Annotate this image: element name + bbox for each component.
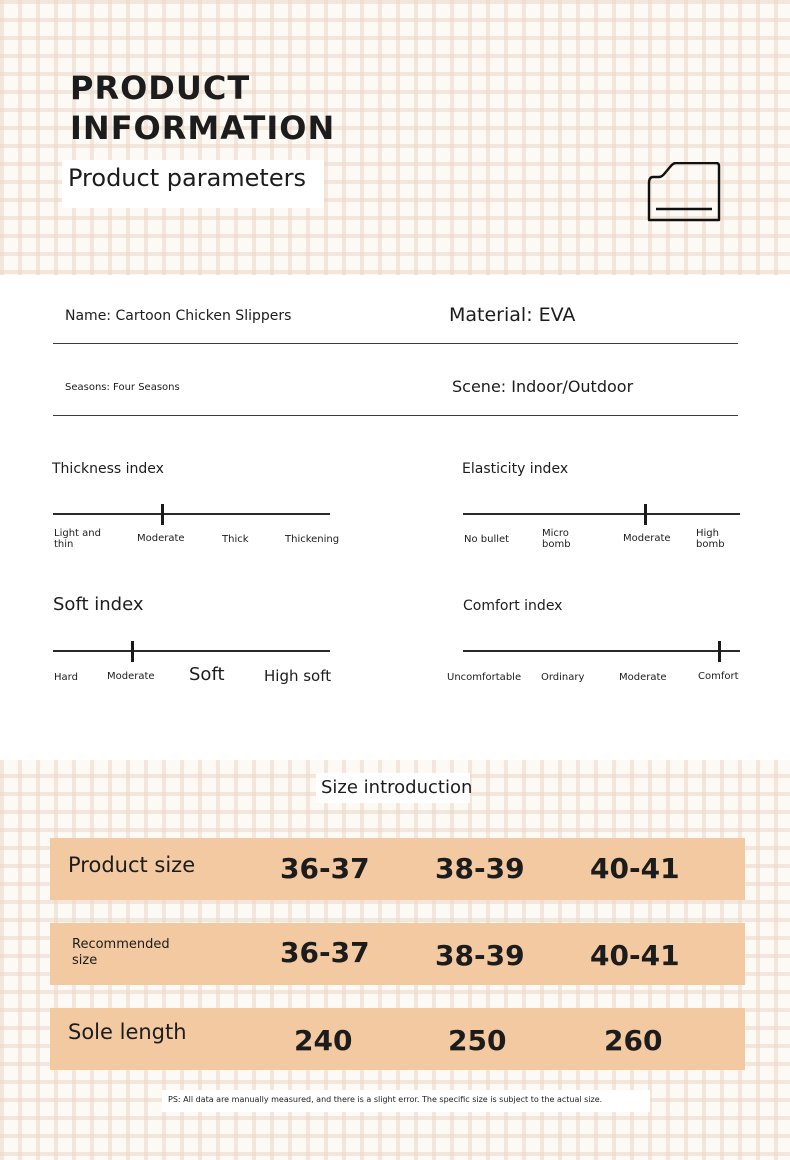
elasticity-tick: Moderate	[623, 533, 671, 544]
product-scene: Scene: Indoor/Outdoor	[452, 377, 634, 396]
size-heading: Size introduction	[321, 777, 473, 798]
size-value: 36-37	[280, 852, 370, 885]
table-row	[50, 923, 745, 985]
row-label: Product size	[68, 853, 196, 877]
elasticity-tick: Micro bomb	[542, 528, 571, 550]
size-value: 38-39	[435, 939, 525, 972]
footnote: PS: All data are manually measured, and there is a slight error. The specific size is subject to the actual size.	[168, 1095, 603, 1104]
comfort-tick: Ordinary	[541, 672, 585, 683]
soft-index-title: Soft index	[53, 594, 144, 615]
soft-tick: High soft	[264, 667, 332, 685]
size-value: 40-41	[590, 939, 680, 972]
elasticity-index-title: Elasticity index	[462, 461, 569, 477]
thickness-tick: Moderate	[137, 533, 185, 544]
row-label: Sole length	[68, 1020, 187, 1044]
thickness-tick: Light and thin	[54, 528, 101, 550]
thickness-scale	[53, 513, 330, 515]
comfort-marker	[718, 641, 721, 662]
product-seasons: Seasons: Four Seasons	[65, 382, 180, 393]
elasticity-tick: No bullet	[464, 534, 510, 545]
soft-marker	[131, 641, 134, 662]
product-material: Material: EVA	[449, 304, 576, 326]
size-value: 38-39	[435, 852, 525, 885]
thickness-tick: Thick	[222, 534, 249, 545]
comfort-scale	[463, 650, 740, 652]
soft-tick: Hard	[54, 672, 78, 683]
divider-1	[53, 343, 738, 344]
comfort-tick: Uncomfortable	[447, 672, 522, 683]
elasticity-tick: High bomb	[696, 528, 725, 550]
comfort-tick: Moderate	[619, 672, 667, 683]
soft-tick: Soft	[189, 664, 225, 685]
table-row	[50, 838, 745, 900]
size-value: 40-41	[590, 852, 680, 885]
row-label: Recommended size	[72, 937, 170, 968]
comfort-tick: Comfort	[698, 671, 739, 682]
thickness-index-title: Thickness index	[52, 461, 164, 477]
size-value: 36-37	[280, 936, 370, 969]
elasticity-marker	[644, 504, 647, 525]
divider-2	[53, 415, 738, 416]
soft-scale	[53, 650, 330, 652]
size-value: 240	[294, 1024, 353, 1057]
thickness-tick: Thickening	[285, 534, 340, 545]
size-value: 250	[448, 1024, 507, 1057]
thickness-marker	[161, 504, 164, 525]
comfort-index-title: Comfort index	[463, 598, 563, 614]
size-value: 260	[604, 1024, 663, 1057]
page-title: PRODUCT INFORMATION	[70, 69, 336, 147]
table-row	[50, 1008, 745, 1070]
soft-tick: Moderate	[107, 671, 155, 682]
section-subtitle: Product parameters	[68, 164, 306, 192]
product-name: Name: Cartoon Chicken Slippers	[65, 308, 292, 324]
parameters-panel	[0, 275, 790, 760]
elasticity-scale	[463, 513, 740, 515]
slipper-outline-icon	[646, 162, 721, 222]
